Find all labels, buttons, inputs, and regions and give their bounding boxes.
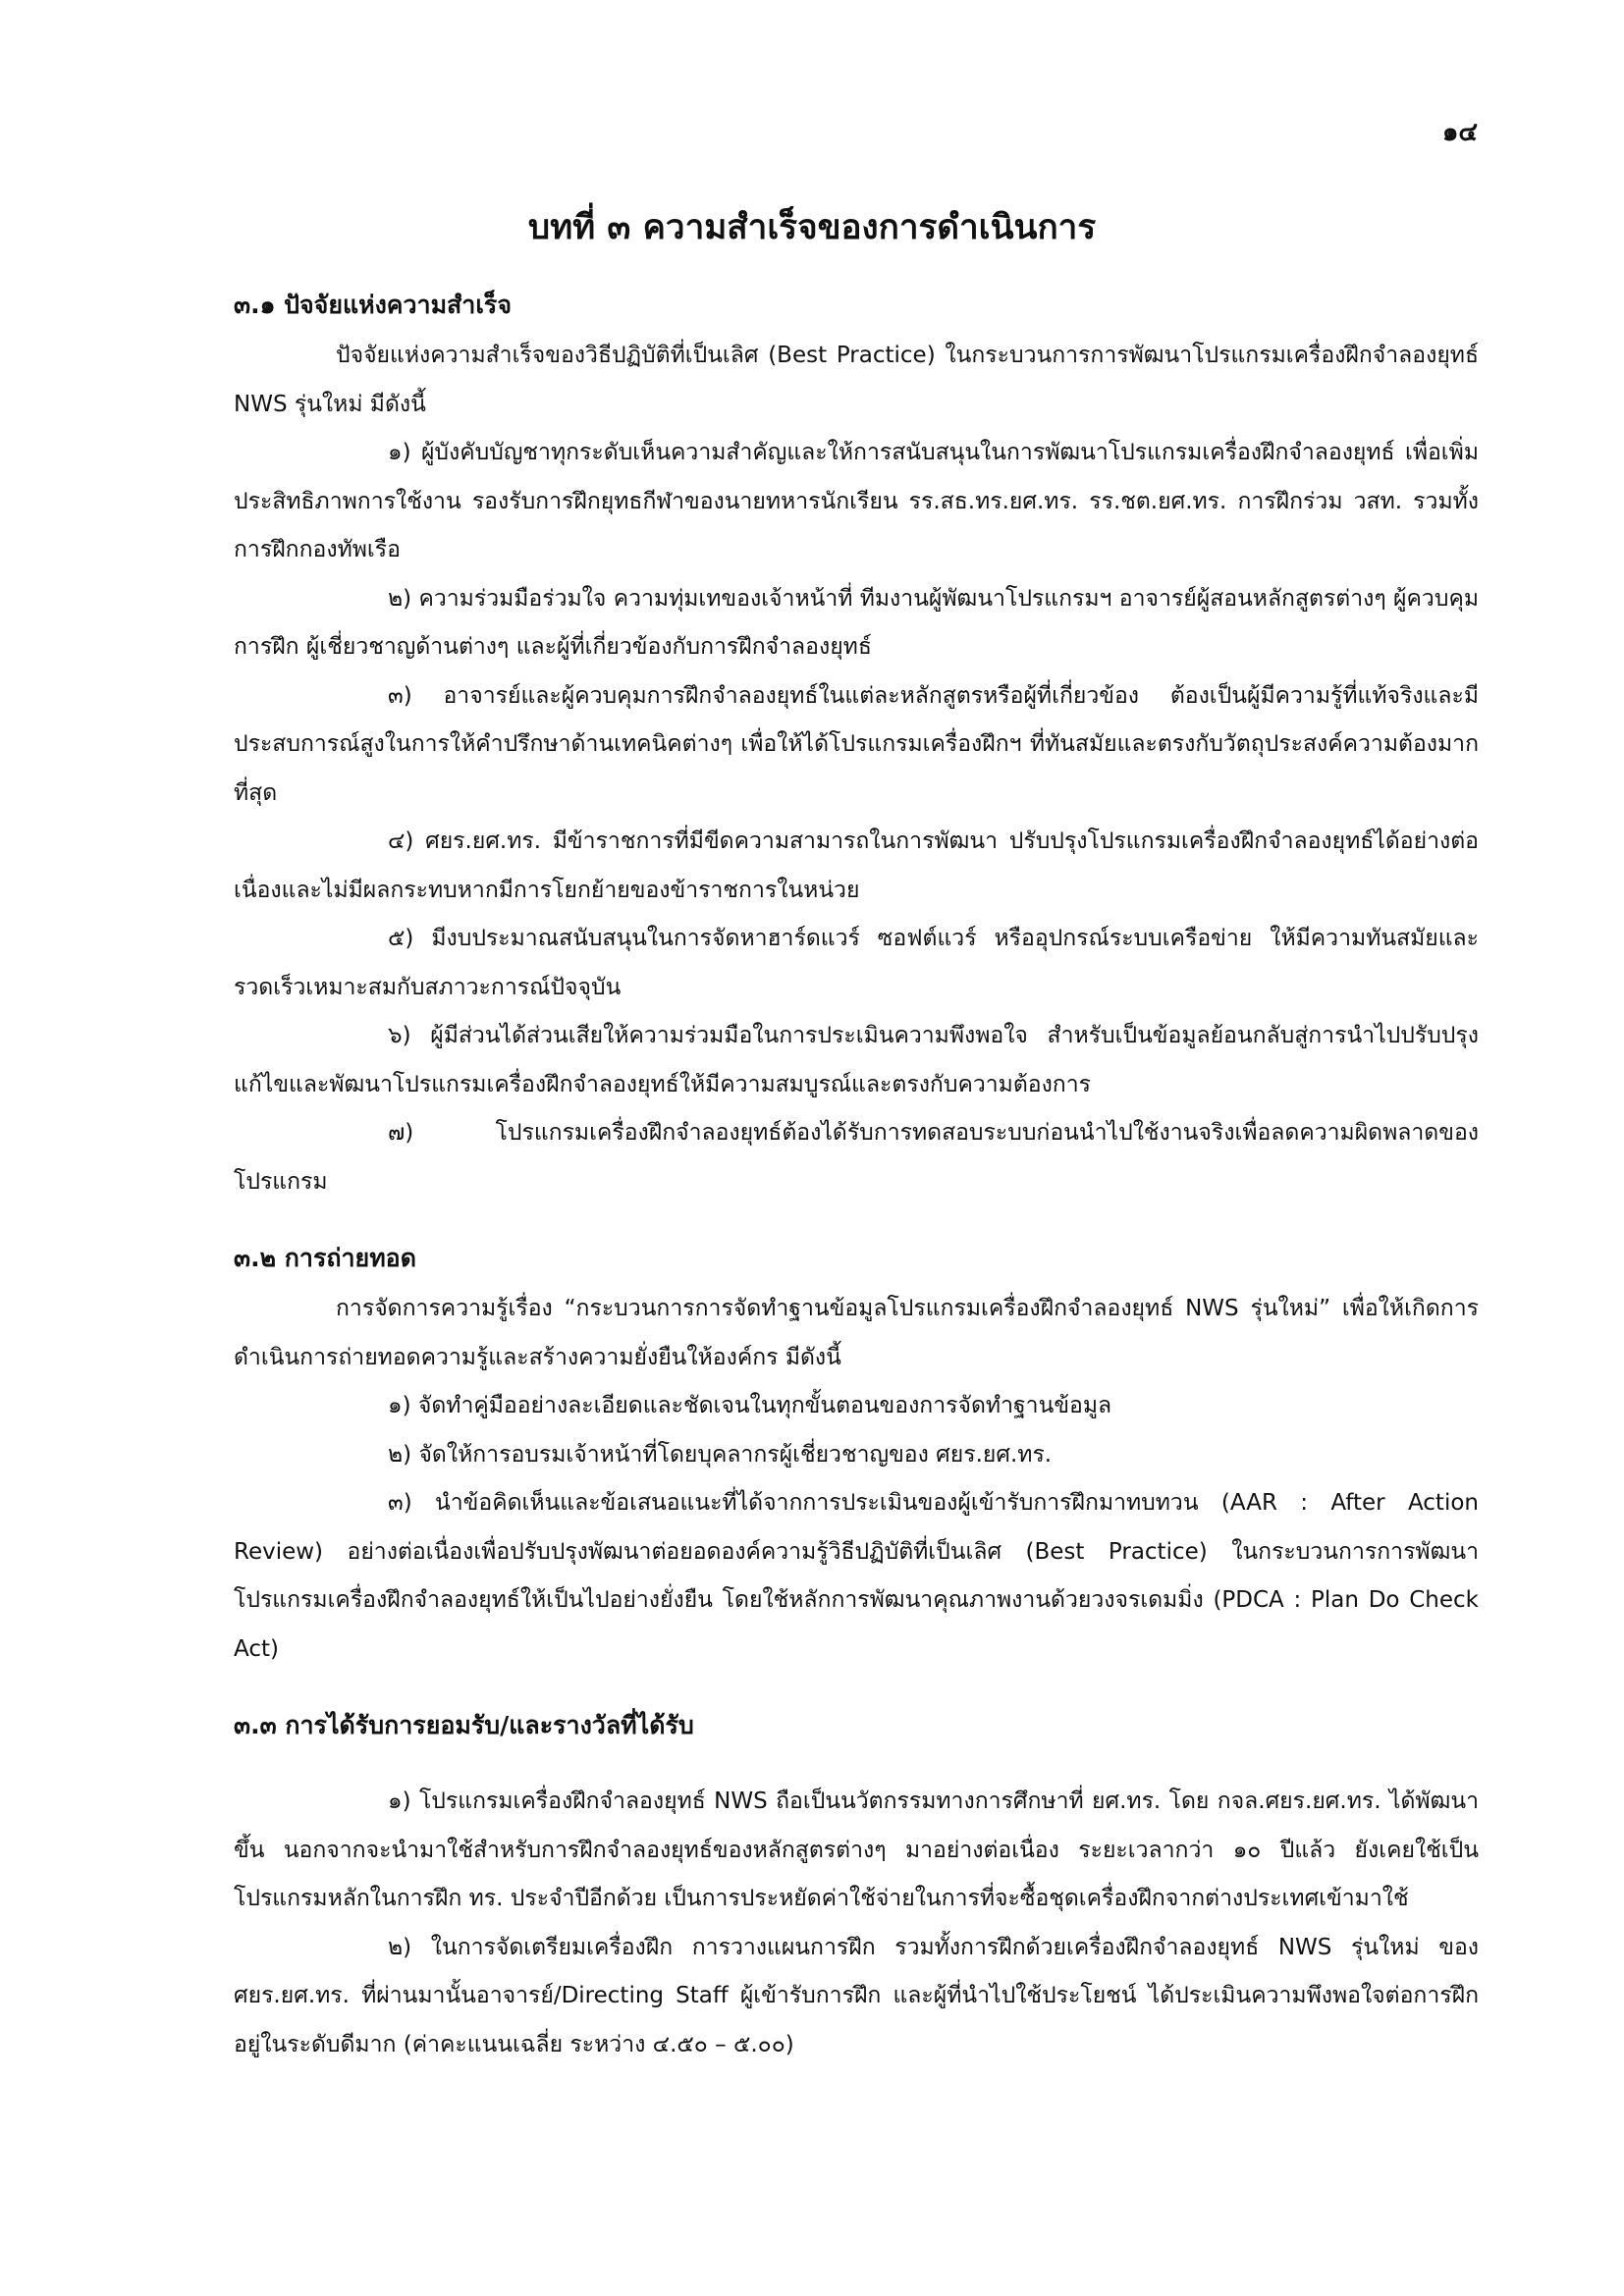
list-item: ๒) จัดให้การอบรมเจ้าหน้าที่โดยบุคลากรผู้เชี่ยวชาญของ ศยร.ยศ.ทร.	[388, 1441, 1053, 1468]
chapter-title: บทที่ ๓ ความสำเร็จของการดำเนินการ	[527, 208, 1097, 247]
list-item: ๑) ผู้บังคับบัญชาทุกระดับเห็นความสำคัญและให้การสนับสนุนในการพัฒนาโปรแกรมเครื่องฝึกจำลองยุทธ์ เพื่อเพิ่มประสิทธิภาพการใช้งาน รองรับการฝึกยุทธกีฬาของนายทหารนักเรียน รร.สธ.ทร.ยศ.ทร. รร.ชต.ยศ.ทร. การฝึกร่วม วสท. รวมทั้งการฝึกกองทัพเรือ	[234, 440, 1479, 562]
list-item: ๓) นำข้อคิดเห็นและข้อเสนอแนะที่ได้จากการประเมินของผู้เข้ารับการฝึกมาทบทวน (AAR : After Action Review) อย่างต่อเนื่องเพื่อปรับปรุงพัฒนาต่อยอดองค์ความรู้วิธีปฏิบัติที่เป็นเลิศ (Best Practice) ในกระบวนการการพัฒนาโปรแกรมเครื่องฝึกจำลองยุทธ์ให้เป็นไปอย่างยั่งยืน โดยใช้หลักการพัฒนาคุณภาพงานด้วยวงจรเดมมิ่ง (PDCA : Plan Do Check Act)	[234, 1490, 1479, 1662]
list-item: ๒) ในการจัดเตรียมเครื่องฝึก การวางแผนการฝึก รวมทั้งการฝึกด้วยเครื่องฝึกจำลองยุทธ์ NWS รุ่นใหม่ ของ ศยร.ยศ.ทร. ที่ผ่านมานั้นอาจารย์/Directing Staff ผู้เข้ารับการฝึก และผู้ที่นำไปใช้ประโยชน์ ได้ประเมินความพึงพอใจต่อการฝึกอยู่ในระดับดีมาก (ค่าคะแนนเฉลี่ย ระหว่าง ๔.๕๐ – ๕.๐๐)	[234, 1934, 1479, 2057]
section-heading: ๓.๑ ปัจจัยแห่งความสำเร็จ	[234, 291, 512, 319]
list-item: ๗) โปรแกรมเครื่องฝึกจำลองยุทธ์ต้องได้รับการทดสอบระบบก่อนนำไปใช้งานจริงเพื่อลดความผิดพลาดของโปรแกรม	[234, 1120, 1479, 1195]
page-number: ๑๔	[1441, 118, 1478, 147]
document-body	[234, 279, 1479, 2069]
list-item: ๔) ศยร.ยศ.ทร. มีข้าราชการที่มีขีดความสามารถในการพัฒนา ปรับปรุงโปรแกรมเครื่องฝึกจำลองยุทธ์ได้อย่างต่อเนื่องและไม่มีผลกระทบหากมีการโยกย้ายของข้าราชการในหน่วย	[234, 828, 1479, 903]
list-item: ๒) ความร่วมมือร่วมใจ ความทุ่มเทของเจ้าหน้าที่ ทีมงานผู้พัฒนาโปรแกรมฯ อาจารย์ผู้สอนหลักสูตรต่างๆ ผู้ควบคุมการฝึก ผู้เชี่ยวชาญด้านต่างๆ และผู้ที่เกี่ยวข้องกับการฝึกจำลองยุทธ์	[234, 585, 1479, 660]
list-item: ๑) โปรแกรมเครื่องฝึกจำลองยุทธ์ NWS ถือเป็นนวัตกรรมทางการศึกษาที่ ยศ.ทร. โดย กจล.ศยร.ยศ.ทร. ได้พัฒนาขึ้น นอกจากจะนำมาใช้สำหรับการฝึกจำลองยุทธ์ของหลักสูตรต่างๆ มาอย่างต่อเนื่อง ระยะเวลากว่า ๑๐ ปีแล้ว ยังเคยใช้เป็นโปรแกรมหลักในการฝึก ทร. ประจำปีอีกด้วย เป็นการประหยัดค่าใช้จ่ายในการที่จะซื้อชุดเครื่องฝึกจากต่างประเทศเข้ามาใช้	[234, 1789, 1479, 1911]
list-item: ๓) อาจารย์และผู้ควบคุมการฝึกจำลองยุทธ์ในแต่ละหลักสูตรหรือผู้ที่เกี่ยวข้อง ต้องเป็นผู้มีความรู้ที่แท้จริงและมีประสบการณ์สูงในการให้คำปรึกษาด้านเทคนิคต่างๆ เพื่อให้ได้โปรแกรมเครื่องฝึกฯ ที่ทันสมัยและตรงกับวัตถุประสงค์ความต้องมากที่สุด	[234, 682, 1479, 806]
section-heading: ๓.๒ การถ่ายทอด	[234, 1244, 416, 1272]
section-heading: ๓.๓ การได้รับการยอมรับ/และรางวัลที่ได้รับ	[234, 1711, 694, 1739]
list-item: ๕) มีงบประมาณสนับสนุนในการจัดหาฮาร์ดแวร์ ซอฟต์แวร์ หรืออุปกรณ์ระบบเครือข่าย ให้มีความทันสมัยและรวดเร็วเหมาะสมกับสภาวะการณ์ปัจจุบัน	[234, 926, 1479, 1000]
section-intro: การจัดการความรู้เรื่อง “กระบวนการการจัดทำฐานข้อมูลโปรแกรมเครื่องฝึกจำลองยุทธ์ NWS รุ่นใหม่” เพื่อให้เกิดการดำเนินการถ่ายทอดความรู้และสร้างความยั่งยืนให้องค์กร มีดังนี้	[234, 1296, 1479, 1370]
section-intro: ปัจจัยแห่งความสำเร็จของวิธีปฏิบัติที่เป็นเลิศ (Best Practice) ในกระบวนการการพัฒนาโปรแกรมเครื่องฝึกจำลองยุทธ์ NWS รุ่นใหม่ มีดังนี้	[234, 343, 1479, 417]
list-item: ๑) จัดทำคู่มืออย่างละเอียดและชัดเจนในทุกขั้นตอนของการจัดทำฐานข้อมูล	[388, 1393, 1112, 1418]
list-item: ๖) ผู้มีส่วนได้ส่วนเสียให้ความร่วมมือในการประเมินความพึงพอใจ สำหรับเป็นข้อมูลย้อนกลับสู่การนำไปปรับปรุงแก้ไขและพัฒนาโปรแกรมเครื่องฝึกจำลองยุทธ์ให้มีความสมบูรณ์และตรงกับความต้องการ	[234, 1023, 1479, 1097]
